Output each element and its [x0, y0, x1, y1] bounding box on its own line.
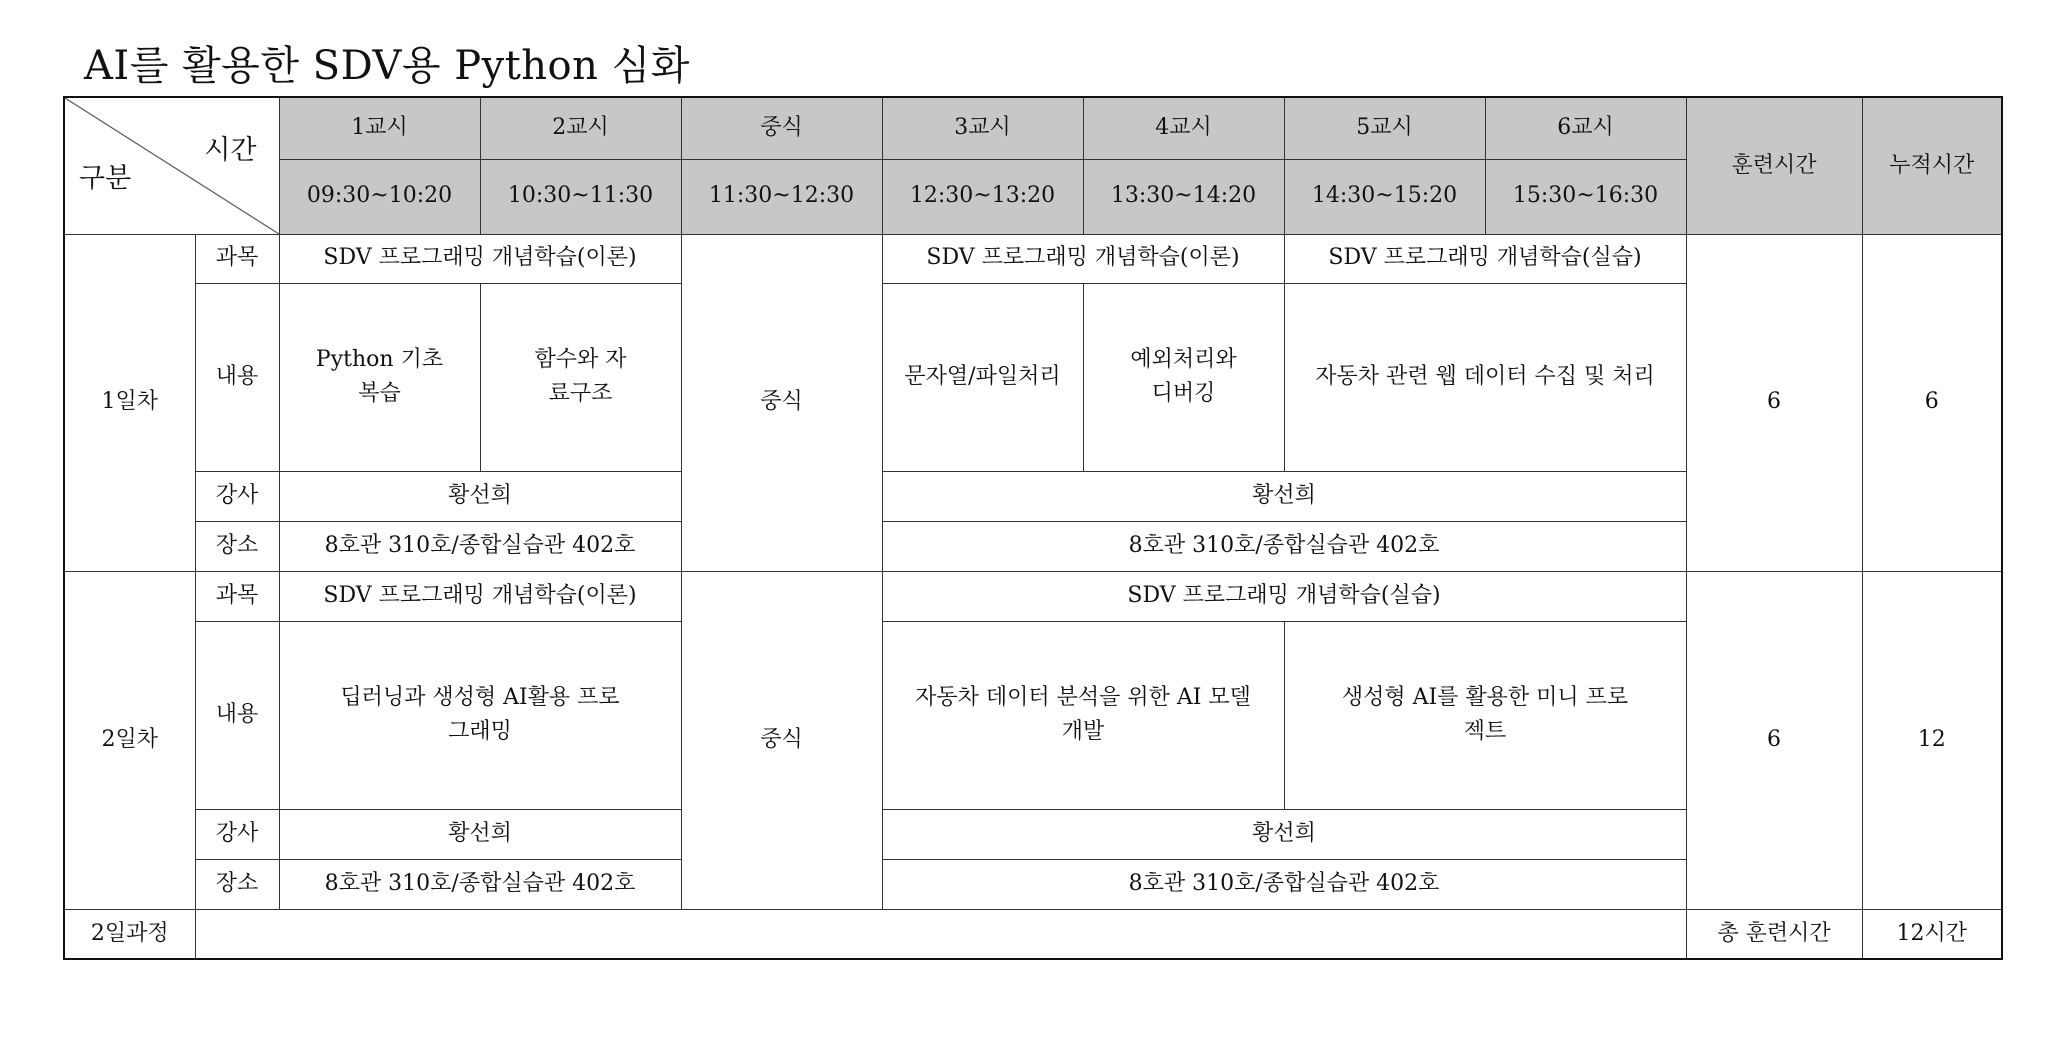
- day1-content-period4-text: 예외처리와 디버깅: [1130, 346, 1237, 406]
- day2-place-am: 8호관 310호/종합실습관 402호: [279, 859, 681, 909]
- day1-place-am: 8호관 310호/종합실습관 402호: [279, 521, 681, 571]
- period-header: 4교시: [1083, 97, 1284, 159]
- period-header: 2교시: [480, 97, 681, 159]
- day1-cumulative-hours: 6: [1862, 234, 2002, 571]
- period-header: 5교시: [1284, 97, 1485, 159]
- row-label-instructor: 강사: [195, 471, 279, 521]
- time-range-header: 10:30~11:30: [480, 159, 681, 234]
- period-header: 중식: [681, 97, 882, 159]
- day2-content-am-text: 딥러닝과 생성형 AI활용 프로그래밍: [340, 684, 620, 744]
- day1-content-period4: [1083, 283, 1284, 471]
- day2-lunch: 중식: [681, 571, 882, 909]
- row-label-place: 장소: [195, 859, 279, 909]
- day1-content-period56-text: 자동차 관련 웹 데이터 수집 및 처리: [1315, 363, 1655, 389]
- time-range-header: 14:30~15:20: [1284, 159, 1485, 234]
- footer-empty-cell: [195, 909, 1686, 959]
- total-training-value: 12시간: [1862, 909, 2002, 959]
- day1-label: 1일차: [64, 234, 195, 571]
- day1-content-period1-text: Python 기초 복습: [315, 346, 444, 406]
- day1-lunch: 중식: [681, 234, 882, 571]
- day2-instructor-am: 황선희: [279, 809, 681, 859]
- day1-subject-pm2: SDV 프로그래밍 개념학습(실습): [1284, 234, 1686, 283]
- day2-content-am: [279, 621, 681, 809]
- time-range-header: 11:30~12:30: [681, 159, 882, 234]
- day2-training-hours: 6: [1686, 571, 1862, 909]
- row-label-subject: 과목: [195, 571, 279, 621]
- day1-subject-am: SDV 프로그래밍 개념학습(이론): [279, 234, 681, 283]
- day1-content-period56: [1284, 283, 1686, 471]
- day2-content-period56-text: 생성형 AI를 활용한 미니 프로젝트: [1341, 684, 1629, 744]
- total-training-label: 총 훈련시간: [1686, 909, 1862, 959]
- day1-place-pm: 8호관 310호/종합실습관 402호: [882, 521, 1686, 571]
- day2-content-period34-text: 자동차 데이터 분석을 위한 AI 모델 개발: [915, 684, 1251, 744]
- day1-subject-pm1: SDV 프로그래밍 개념학습(이론): [882, 234, 1284, 283]
- row-label-content: 내용: [195, 283, 279, 471]
- row-label-instructor: 강사: [195, 809, 279, 859]
- period-header: 1교시: [279, 97, 480, 159]
- day2-place-pm: 8호관 310호/종합실습관 402호: [882, 859, 1686, 909]
- time-range-header: 09:30~10:20: [279, 159, 480, 234]
- day1-content-period2-text: 함수와 자료구조: [534, 346, 627, 406]
- row-label-content: 내용: [195, 621, 279, 809]
- day1-content-period3: [882, 283, 1083, 471]
- training-hours-header: 훈련시간: [1686, 97, 1862, 234]
- corner-header-cell: [64, 97, 279, 234]
- day1-content-period2: [480, 283, 681, 471]
- day2-label: 2일차: [64, 571, 195, 909]
- row-label-subject: 과목: [195, 234, 279, 283]
- day1-instructor-am: 황선희: [279, 471, 681, 521]
- day1-content-period3-text: 문자열/파일처리: [904, 363, 1061, 389]
- corner-label-time: 시간: [204, 135, 257, 166]
- day1-instructor-pm: 황선희: [882, 471, 1686, 521]
- row-label-place: 장소: [195, 521, 279, 571]
- day2-content-period56: [1284, 621, 1686, 809]
- day2-instructor-pm: 황선희: [882, 809, 1686, 859]
- time-range-header: 12:30~13:20: [882, 159, 1083, 234]
- course-length: 2일과정: [64, 909, 195, 959]
- corner-label-category: 구분: [79, 162, 132, 194]
- period-header: 3교시: [882, 97, 1083, 159]
- day2-subject-pm: SDV 프로그래밍 개념학습(실습): [882, 571, 1686, 621]
- day2-cumulative-hours: 12: [1862, 571, 2002, 909]
- time-range-header: 13:30~14:20: [1083, 159, 1284, 234]
- day1-content-period1: [279, 283, 480, 471]
- day1-training-hours: 6: [1686, 234, 1862, 571]
- page-title: AI를 활용한 SDV용 Python 심화: [84, 43, 690, 89]
- day2-subject-am: SDV 프로그래밍 개념학습(이론): [279, 571, 681, 621]
- period-header: 6교시: [1485, 97, 1686, 159]
- schedule-table: [63, 96, 2003, 960]
- cumulative-hours-header: 누적시간: [1862, 97, 2002, 234]
- time-range-header: 15:30~16:30: [1485, 159, 1686, 234]
- day2-content-period34: [882, 621, 1284, 809]
